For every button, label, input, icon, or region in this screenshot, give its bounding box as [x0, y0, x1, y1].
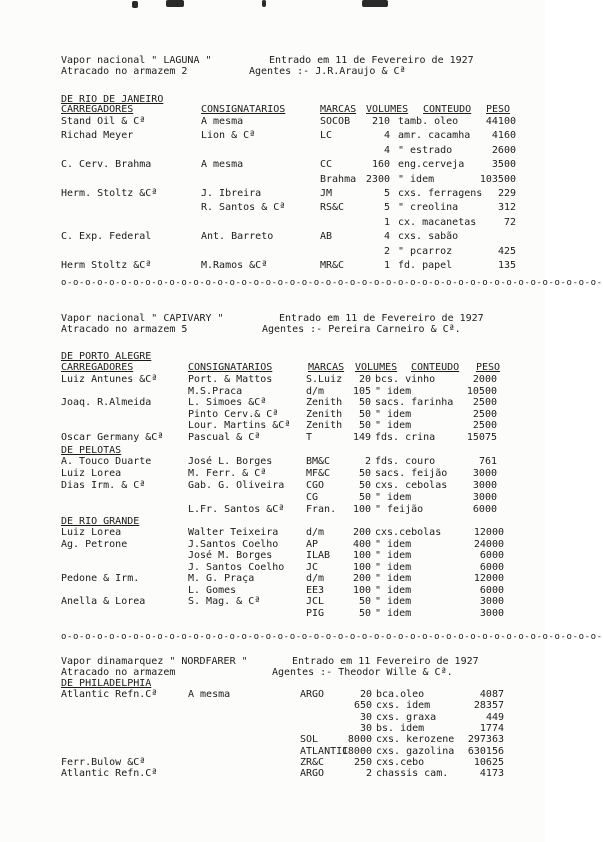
cell-weight: 630156 — [467, 745, 504, 757]
cell-shipper: Herm. Stoltz &Cª — [61, 188, 158, 199]
cell-mark: ARGO — [300, 689, 325, 700]
header-consignees: CONSIGNATARIOS — [201, 104, 286, 115]
origin-port: DE PORTO ALEGRE — [61, 351, 152, 362]
cell-volume: 50 — [358, 468, 371, 479]
cargo-row — [0, 468, 545, 480]
cell-contents: " idem — [375, 538, 412, 550]
cell-mark: Zenith — [306, 408, 343, 420]
cell-contents: fds. couro — [375, 456, 436, 467]
cell-volume: 2300 — [365, 173, 390, 185]
cell-contents: cxs. ferragens — [398, 188, 483, 199]
cargo-row — [0, 746, 545, 758]
cargo-row — [0, 768, 545, 780]
cell-weight: 12000 — [473, 573, 504, 584]
berth: Atracado no armazem 2 — [61, 66, 188, 77]
cell-mark: Zenith — [306, 420, 343, 432]
cell-shipper: Ferr.Bulow &Cª — [61, 756, 146, 768]
cell-weight: 4173 — [479, 768, 504, 780]
cell-contents: " feijão — [375, 504, 424, 515]
cell-consignee: A mesma — [188, 689, 231, 700]
cell-mark: EE3 — [306, 584, 325, 596]
cell-mark: JC — [306, 561, 319, 573]
ship-name: Vapor nacional " LAGUNA " — [61, 55, 212, 66]
cargo-row — [0, 550, 545, 562]
cell-weight: 312 — [497, 202, 516, 214]
cargo-row — [0, 174, 545, 186]
ship-name: Vapor dinamarquez " NORDFARER " — [61, 656, 248, 667]
cargo-row — [0, 130, 545, 142]
cargo-row — [0, 585, 545, 597]
cargo-row — [0, 386, 545, 398]
cargo-row — [0, 217, 545, 229]
cell-contents: " idem — [375, 408, 412, 420]
cell-mark: CC — [320, 159, 333, 171]
cargo-row — [0, 527, 545, 539]
separator-line: o-o-o-o-o-o-o-o-o-o-o-o-o-o-o-o-o-o-o-o-o-o-o-o-o-o-o-o-o-o-o-o-o-o-o-o-o-o-o-o-o-o-o-o-o- — [61, 278, 603, 288]
cell-weight: 297363 — [467, 734, 504, 746]
cell-contents: bca.oleo — [376, 689, 425, 700]
cell-volume: 1 — [383, 260, 390, 271]
cell-contents: cxs.cebo — [376, 756, 425, 768]
cell-volume: 50 — [358, 480, 371, 491]
arrival-date: Entrado em 11 de Fevereiro de 1927 — [279, 313, 484, 324]
cell-mark: MR&C — [320, 260, 345, 271]
cell-weight: 4160 — [491, 130, 516, 142]
column-header — [0, 104, 545, 116]
cell-volume: 5 — [383, 188, 390, 199]
cell-mark: AP — [306, 538, 319, 550]
cargo-row — [0, 374, 545, 386]
cell-weight: 2500 — [472, 420, 497, 432]
cell-volume: 100 — [352, 561, 371, 573]
cell-mark: ZR&C — [300, 756, 325, 768]
berth: Atracado no armazem 5 — [61, 324, 188, 335]
cell-consignee: M. G. Praça — [188, 573, 255, 584]
header-marks: MARCAS — [308, 362, 345, 373]
cell-contents: " idem — [375, 607, 412, 619]
header-consignees: CONSIGNATARIOS — [188, 362, 273, 373]
berth: Atracado no armazem — [61, 667, 176, 678]
cell-mark: Zenith — [306, 397, 343, 409]
cell-contents: bcs. vinho — [375, 374, 436, 385]
cargo-row — [0, 723, 545, 735]
arrival-date: Entrado em 11 de Fevereiro de 1927 — [269, 55, 474, 66]
column-header — [0, 362, 545, 374]
cell-mark: T — [306, 432, 313, 443]
cell-weight: 6000 — [479, 550, 504, 561]
cell-contents: " creolina — [398, 202, 459, 214]
cell-shipper: Atlantic Refn.Cª — [61, 768, 158, 780]
cell-shipper: C. Exp. Federal — [61, 231, 152, 243]
cell-consignee: Gab. G. Oliveira — [188, 480, 285, 491]
cell-volume: 50 — [358, 420, 371, 432]
header-volumes: VOLUMES — [355, 362, 398, 373]
cell-contents: cx. macanetas — [398, 216, 477, 228]
agents: Agentes :- Theodor Wille & Cª. — [272, 667, 453, 678]
cell-shipper: Luiz Antunes &Cª — [61, 374, 158, 385]
cell-contents: cxs. idem — [376, 700, 431, 712]
cell-consignee: Pascual & Cª — [188, 432, 261, 443]
header-contents: CONTEUDO — [411, 362, 460, 373]
cell-volume: 4 — [383, 144, 390, 156]
cell-volume: 50 — [358, 607, 371, 619]
cell-weight: 2000 — [472, 374, 497, 385]
cell-volume: 250 — [353, 756, 372, 768]
cell-weight: 229 — [497, 188, 516, 199]
cell-contents: bs. idem — [376, 722, 425, 734]
cell-volume: 650 — [353, 700, 372, 712]
cargo-row — [0, 188, 545, 200]
cargo-row — [0, 480, 545, 492]
cell-shipper: Oscar Germany &Cª — [61, 432, 164, 443]
cell-contents: " idem — [375, 584, 412, 596]
cell-shipper: Herm Stoltz &Cª — [61, 260, 152, 271]
agents: Agentes :- J.R.Araujo & Cª — [249, 66, 406, 77]
cell-volume: 8000 — [347, 734, 372, 746]
cell-volume: 149 — [352, 432, 371, 443]
cell-consignee: Port. & Mattos — [188, 374, 273, 385]
cell-contents: chassis cam. — [376, 768, 449, 780]
cell-consignee: M. Ferr. & Cª — [188, 468, 267, 479]
cell-contents: " idem — [375, 561, 412, 573]
cell-contents: " estrado — [398, 144, 453, 156]
cargo-row — [0, 700, 545, 712]
origin-port: DE PHILADELPHIA — [61, 678, 152, 689]
cell-volume: 20 — [358, 374, 371, 385]
cell-contents: cxs. kerozene — [376, 734, 455, 746]
cell-volume: 30 — [359, 711, 372, 723]
cell-contents: cxs. cebolas — [375, 480, 448, 491]
cell-weight: 10625 — [473, 756, 504, 768]
cell-contents: cxs. gazolina — [376, 745, 455, 757]
cell-mark: CGO — [306, 480, 325, 491]
cell-mark: AB — [320, 231, 333, 243]
cell-mark: Fran. — [306, 504, 337, 515]
cell-weight: 12000 — [473, 527, 504, 538]
ship-name: Vapor nacional " CAPIVARY " — [61, 313, 224, 324]
cell-weight: 103500 — [479, 173, 516, 185]
cell-contents: " idem — [375, 420, 412, 432]
cell-contents: " idem — [375, 596, 412, 607]
cell-shipper: C. Cerv. Brahma — [61, 159, 152, 171]
cell-weight: 72 — [503, 216, 516, 228]
cell-volume: 50 — [358, 408, 371, 420]
cell-contents: amr. cacamha — [398, 130, 471, 142]
cell-mark: JM — [320, 188, 333, 199]
cell-weight: 3000 — [472, 468, 497, 479]
cell-consignee: A mesma — [201, 116, 244, 127]
cell-volume: 200 — [352, 527, 371, 538]
cell-consignee: M.S.Praca — [188, 385, 243, 397]
cell-volume: 100 — [352, 550, 371, 561]
cell-volume: 50 — [358, 397, 371, 409]
cell-volume: 200 — [352, 573, 371, 584]
cell-mark: SOL — [300, 734, 319, 746]
cell-mark: JCL — [306, 596, 325, 607]
cargo-row — [0, 689, 545, 701]
cell-contents: fd. papel — [398, 260, 453, 271]
cell-volume: 100 — [352, 504, 371, 515]
cargo-row — [0, 573, 545, 585]
cell-consignee: Lour. Martins &Cª — [188, 420, 291, 432]
cargo-row — [0, 116, 545, 128]
cell-volume: 50 — [358, 492, 371, 503]
cell-shipper: Joaq. R.Almeida — [61, 397, 152, 409]
cargo-row — [0, 409, 545, 421]
cell-consignee: L. Gomes — [188, 584, 237, 596]
cell-weight: 28357 — [473, 700, 504, 712]
cell-mark: MF&C — [306, 468, 331, 479]
cell-consignee: A mesma — [201, 159, 244, 171]
cell-volume: 18000 — [341, 745, 372, 757]
header-volumes: VOLUMES — [366, 104, 409, 115]
cell-consignee: J.Santos Coelho — [188, 538, 279, 550]
cell-mark: d/m — [306, 573, 325, 584]
cell-shipper: Anella & Lorea — [61, 596, 146, 607]
cell-contents: " idem — [375, 550, 412, 561]
cell-volume: 400 — [352, 538, 371, 550]
cargo-row — [0, 734, 545, 746]
cell-volume: 1 — [383, 216, 390, 228]
cargo-row — [0, 608, 545, 620]
cell-volume: 2 — [365, 768, 372, 780]
cell-mark: ILAB — [306, 550, 331, 561]
header-contents: CONTEUDO — [423, 104, 472, 115]
cell-weight: 10500 — [466, 385, 497, 397]
cargo-row — [0, 202, 545, 214]
cell-weight: 24000 — [473, 538, 504, 550]
cell-weight: 44100 — [485, 116, 516, 127]
cell-consignee: J. Ibreira — [201, 188, 262, 199]
cell-contents: tamb. oleo — [398, 116, 459, 127]
origin-port: DE RIO GRANDE — [61, 516, 140, 527]
cell-volume: 30 — [359, 722, 372, 734]
cell-weight: 3500 — [491, 159, 516, 171]
separator-line: o-o-o-o-o-o-o-o-o-o-o-o-o-o-o-o-o-o-o-o-o-o-o-o-o-o-o-o-o-o-o-o-o-o-o-o-o-o-o-o-o-o-o-o-o- — [61, 632, 603, 642]
cell-volume: 210 — [371, 116, 390, 127]
cell-shipper: Luiz Lorea — [61, 468, 122, 479]
cargo-row — [0, 504, 545, 516]
cell-volume: 5 — [383, 202, 390, 214]
cell-volume: 160 — [371, 159, 390, 171]
cell-shipper: Luiz Lorea — [61, 527, 122, 538]
header-shippers: CARREGADORES — [61, 362, 134, 373]
cell-volume: 2 — [364, 456, 371, 467]
cell-shipper: Atlantic Refn.Cª — [61, 689, 158, 700]
cell-mark: ARGO — [300, 768, 325, 780]
cell-mark: d/m — [306, 527, 325, 538]
cell-consignee: S. Mag. & Cª — [188, 596, 261, 607]
cell-consignee: José M. Borges — [188, 550, 273, 561]
top-edge-marks — [0, 0, 545, 10]
cell-volume: 4 — [383, 130, 390, 142]
cell-weight: 761 — [478, 456, 497, 467]
header-shippers: CARREGADORES — [61, 104, 134, 115]
header-weight: PESO — [486, 104, 511, 115]
cell-consignee: R. Santos & Cª — [201, 202, 286, 214]
cell-weight: 2600 — [491, 144, 516, 156]
berth-agents-line — [0, 66, 545, 78]
cell-weight: 3000 — [472, 492, 497, 503]
cell-shipper: Stand Oil & Cª — [61, 116, 146, 127]
cargo-row — [0, 712, 545, 724]
cell-shipper: Ag. Petrone — [61, 538, 128, 550]
cell-mark: RS&C — [320, 202, 345, 214]
cell-contents: " idem — [375, 492, 412, 503]
cargo-row — [0, 260, 545, 272]
cell-weight: 1774 — [479, 722, 504, 734]
cell-weight: 15075 — [466, 432, 497, 443]
cell-volume: 20 — [359, 689, 372, 700]
cell-contents: " idem — [375, 573, 412, 584]
cell-consignee: José L. Borges — [188, 456, 273, 467]
cargo-row — [0, 397, 545, 409]
cargo-row — [0, 420, 545, 432]
arrival-date: Entrado em 11 Fevereiro de 1927 — [292, 656, 479, 667]
cargo-row — [0, 145, 545, 157]
cell-weight: 3000 — [479, 596, 504, 607]
cargo-row — [0, 562, 545, 574]
cell-weight: 6000 — [479, 561, 504, 573]
cell-volume: 100 — [352, 584, 371, 596]
cell-contents: sacs. farinha — [375, 397, 454, 409]
cell-consignee: L.Fr. Santos &Cª — [188, 504, 285, 515]
cell-weight: 135 — [497, 260, 516, 271]
cell-contents: " pcarroz — [398, 245, 453, 257]
cell-contents: sacs. feijão — [375, 468, 448, 479]
cell-contents: fds. crina — [375, 432, 436, 443]
cell-consignee: Ant. Barreto — [201, 231, 274, 243]
cell-consignee: M.Ramos &Cª — [201, 260, 268, 271]
cell-weight: 3000 — [472, 480, 497, 491]
cell-contents: eng.cerveja — [398, 159, 465, 171]
cell-contents: " idem — [398, 173, 435, 185]
cargo-row — [0, 246, 545, 258]
cell-volume: 2 — [383, 245, 390, 257]
cargo-row — [0, 231, 545, 243]
origin-port: DE PELOTAS — [61, 445, 122, 456]
cargo-row — [0, 432, 545, 444]
cell-weight: 6000 — [472, 504, 497, 515]
cell-mark: d/m — [306, 385, 325, 397]
cell-weight: 449 — [485, 711, 504, 723]
cargo-row — [0, 492, 545, 504]
cell-consignee: J. Santos Coelho — [188, 561, 285, 573]
cell-mark: ATLANTIC — [300, 745, 349, 757]
cargo-row — [0, 539, 545, 551]
cell-consignee: Walter Teixeira — [188, 527, 279, 538]
cell-mark: SOCOB — [320, 116, 351, 127]
cell-contents: cxs. graxa — [376, 711, 437, 723]
cell-mark: S.Luiz — [306, 374, 343, 385]
cell-mark: BM&C — [306, 456, 331, 467]
agents: Agentes :- Pereira Carneiro & Cª. — [262, 324, 461, 335]
cargo-row — [0, 757, 545, 769]
cargo-row — [0, 159, 545, 171]
cell-weight: 6000 — [479, 584, 504, 596]
cell-consignee: L. Simoes &Cª — [188, 397, 267, 409]
cell-weight: 3000 — [479, 607, 504, 619]
cargo-row — [0, 456, 545, 468]
cell-consignee: Lion & Cª — [201, 130, 256, 142]
cell-volume: 4 — [383, 231, 390, 243]
cell-mark: LC — [320, 130, 333, 142]
cell-mark: Brahma — [320, 173, 357, 185]
cell-weight: 2500 — [472, 397, 497, 409]
cell-shipper: Richad Meyer — [61, 130, 134, 142]
cargo-row — [0, 596, 545, 608]
cell-weight: 425 — [497, 245, 516, 257]
cell-volume: 105 — [352, 385, 371, 397]
cell-contents: cxs. sabão — [398, 231, 459, 243]
cell-mark: PIG — [306, 607, 325, 619]
header-weight: PESO — [476, 362, 501, 373]
cell-consignee: Pinto Cerv.& Cª — [188, 408, 279, 420]
cell-shipper: Pedone & Irm. — [61, 573, 140, 584]
header-marks: MARCAS — [320, 104, 357, 115]
cell-weight: 2500 — [472, 408, 497, 420]
cell-mark: CG — [306, 492, 319, 503]
berth-agents-line — [0, 324, 545, 336]
cell-shipper: A. Touco Duarte — [61, 456, 152, 467]
cell-shipper: Dias Irm. & Cª — [61, 480, 146, 491]
cell-weight: 4087 — [479, 689, 504, 700]
origin-port: DE RIO DE JANEIRO — [61, 94, 164, 105]
cell-volume: 50 — [358, 596, 371, 607]
cell-contents: " idem — [375, 385, 412, 397]
cell-contents: cxs.cebolas — [375, 527, 442, 538]
